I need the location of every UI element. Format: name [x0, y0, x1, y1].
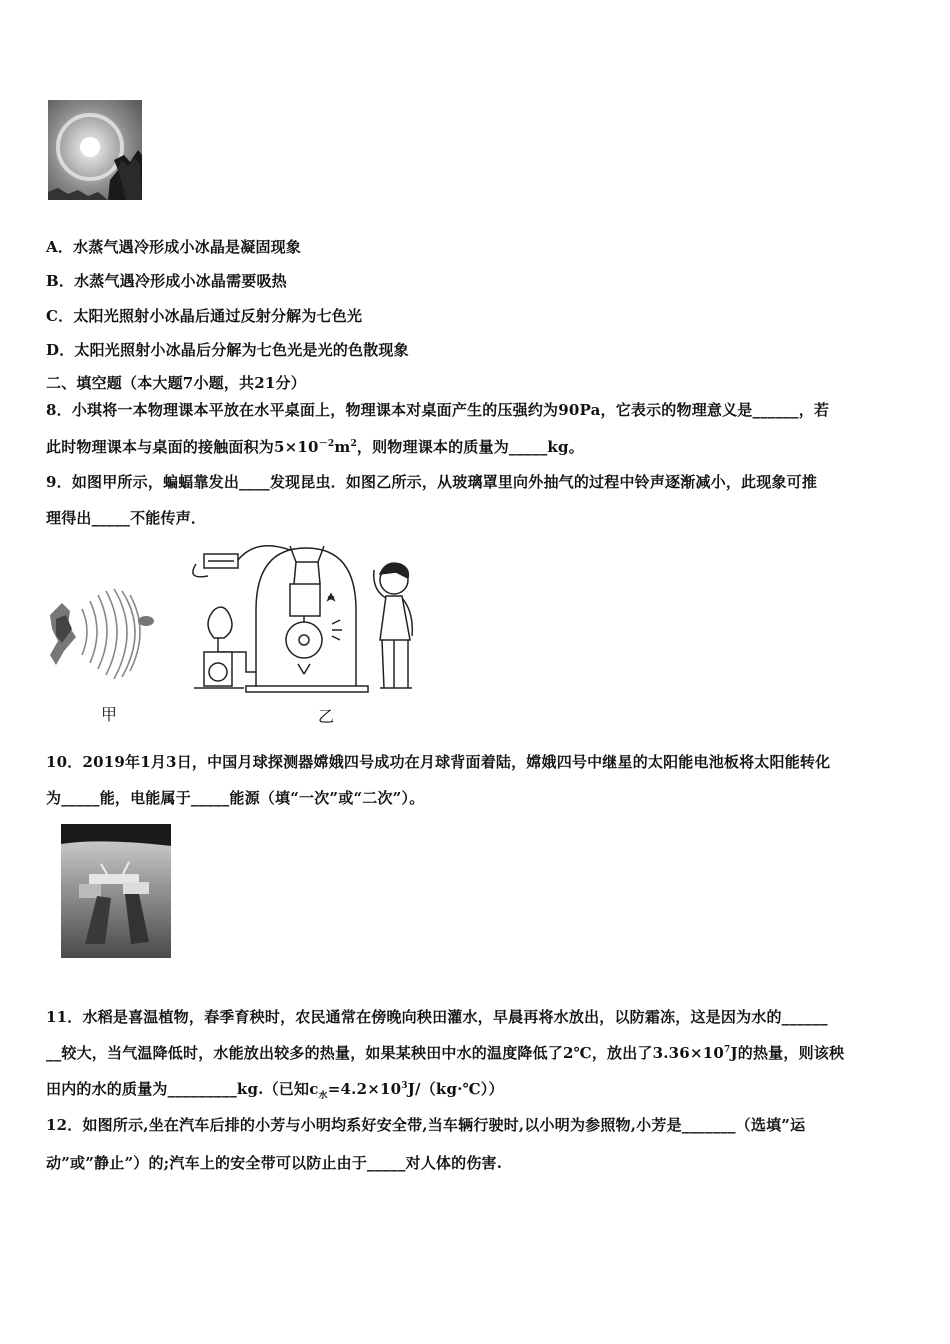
question-10-line-1: 10．2019年1月3日，中国月球探测器嫦娥四号成功在月球背面着陆，嫦娥四号中继星的太阳能电池板将太阳能转化 — [46, 753, 831, 771]
question-10-line-2: 为_____能，电能属于_____能源（填“一次”或“二次”）。 — [46, 789, 425, 807]
option-a: A．水蒸气遇冷形成小冰晶是凝固现象 — [46, 238, 302, 256]
question-9-line-2: 理得出_____不能传声． — [46, 509, 207, 527]
option-c: C．太阳光照射小冰晶后通过反射分解为七色光 — [46, 307, 363, 325]
question-8-line-2: 此时物理课本与桌面的接触面积为$5\times 10^{-2}m^2$，则物理课本的质量为_____kg。 — [46, 438, 584, 456]
caption-jia: 甲 — [101, 705, 118, 724]
question-9-line-1: 9．如图甲所示，蝙蝠靠发出____发现昆虫．如图乙所示，从玻璃罩里向外抽气的过程中铃声逐渐减小，此现象可推 — [46, 473, 818, 491]
question-12-line-1: 12．如图所示,坐在汽车后排的小芳与小明均系好安全带,当车辆行驶时,以小明为参照物,小芳是_______（选填”运 — [46, 1116, 806, 1134]
option-d: D．太阳光照射小冰晶后分解为七色光是光的色散现象 — [46, 341, 409, 359]
bell-jar-figure — [186, 540, 432, 696]
question-11-line-1: 11．水稻是喜温植物，春季育秧时，农民通常在傍晚向秧田灌水，早晨再将水放出，以防霜冻，这是因为水的______ — [46, 1008, 828, 1026]
question-8-line-1: 8．小琪将一本物理课本平放在水平桌面上，物理课本对桌面产生的压强约为90Pa，它表示的物理意义是______，若 — [46, 401, 830, 419]
option-b: B．水蒸气遇冷形成小冰晶需要吸热 — [46, 272, 287, 290]
bat-echo-figure — [46, 585, 158, 685]
halo-photo — [48, 100, 142, 200]
question-11-line-2: __较大，当气温降低时，水能放出较多的热量，如果某秧田中水的温度降低了2℃，放出了$3.36\times 10^7J$的热量，则该秧 — [46, 1044, 845, 1062]
caption-yi: 乙 — [318, 707, 335, 726]
question-12-line-2: 动”或”静止”）的;汽车上的安全带可以防止由于_____对人体的伤害. — [46, 1154, 503, 1172]
section-heading: 二、填空题（本大题7小题，共21分） — [46, 374, 306, 392]
lunar-lander-photo — [61, 824, 171, 958]
question-11-line-3: 田内的水的质量为_________kg.（已知$c_水=4.2\times 10^3J/(kg\cdot℃)$） — [46, 1080, 504, 1101]
